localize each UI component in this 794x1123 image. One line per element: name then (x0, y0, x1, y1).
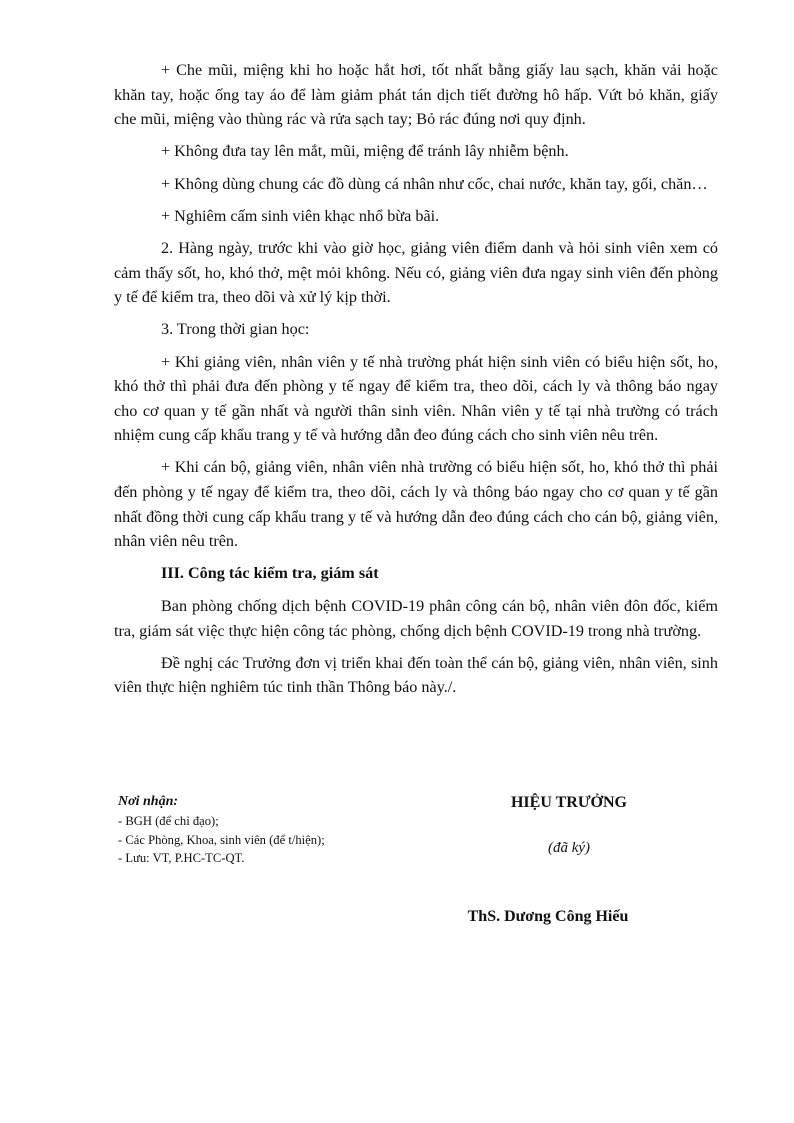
paragraph: + Che mũi, miệng khi ho hoặc hắt hơi, tốt nhất bằng giấy lau sạch, khăn vải hoặc khăn tay, hoặc ống tay áo để làm giảm phát tán dịch tiết đường hô hấp. Vứt bỏ khăn, giấy che mũi, miệng vào thùng rác và rửa sạch tay; Bỏ rác đúng nơi quy định. (114, 61, 718, 129)
paragraph: + Khi cán bộ, giảng viên, nhân viên nhà trường có biểu hiện sốt, ho, khó thở thì phải đến phòng y tế ngay để kiểm tra, theo dõi, cách ly và thông báo ngay cho cơ quan y tế gần nhất đồng thời cung cấp khẩu trang y tế và hướng dẫn đeo đúng cách cho cán bộ, giảng viên, nhân viên nêu trên. (114, 458, 718, 551)
paragraph: 3. Trong thời gian học: (161, 320, 310, 339)
recipients-block (118, 792, 418, 868)
recipients-title: Nơi nhận: (118, 794, 179, 809)
signed-note: (đã ký) (547, 840, 591, 856)
closing-request: Đề nghị các Trưởng đơn vị triển khai đến toàn thể cán bộ, giảng viên, nhân viên, sinh viên thực hiện nghiêm túc tinh thần Thông báo này./. (114, 653, 718, 697)
paragraph: + Khi giảng viên, nhân viên y tế nhà trường phát hiện sinh viên có biểu hiện sốt, ho, khó thở thì phải đưa đến phòng y tế ngay để kiểm tra, theo dõi, cách ly và thông báo ngay cho cơ quan y tế gần nhất và người thân sinh viên. Nhân viên y tế tại nhà trường có trách nhiệm cung cấp khẩu trang y tế và hướng dẫn đeo đúng cách cho sinh viên nêu trên. (114, 352, 718, 445)
paragraph: + Nghiêm cấm sinh viên khạc nhổ bừa bãi. (161, 206, 440, 225)
signer-title: HIỆU TRƯỞNG (510, 794, 627, 811)
recipient-item: - BGH (để chỉ đạo); (118, 814, 219, 828)
paragraph: 2. Hàng ngày, trước khi vào giờ học, giảng viên điểm danh và hỏi sinh viên xem có cảm thấy sốt, ho, khó thở, mệt mỏi không. Nếu có, giảng viên đưa ngay sinh viên đến phòng y tế để kiểm tra, theo dõi và xử lý kịp thời. (114, 238, 718, 307)
signature-block (444, 792, 694, 857)
section-body: Ban phòng chống dịch bệnh COVID-19 phân công cán bộ, nhân viên đôn đốc, kiểm tra, giám sát việc thực hiện công tác phòng, chống dịch bệnh COVID-19 trong nhà trường. (114, 597, 718, 640)
recipient-item: - Các Phòng, Khoa, sinh viên (để t/hiện); (118, 832, 325, 847)
document-body (114, 58, 718, 708)
section-heading: III. Công tác kiểm tra, giám sát (161, 564, 379, 583)
paragraph: + Không dùng chung các đồ dùng cá nhân như cốc, chai nước, khăn tay, gối, chăn… (161, 174, 708, 193)
recipient-item: - Lưu: VT, P.HC-TC-QT. (118, 851, 245, 865)
signer-name: ThS. Dương Công Hiếu (467, 908, 629, 925)
paragraph: + Không đưa tay lên mắt, mũi, miệng để tránh lây nhiễm bệnh. (161, 142, 569, 161)
